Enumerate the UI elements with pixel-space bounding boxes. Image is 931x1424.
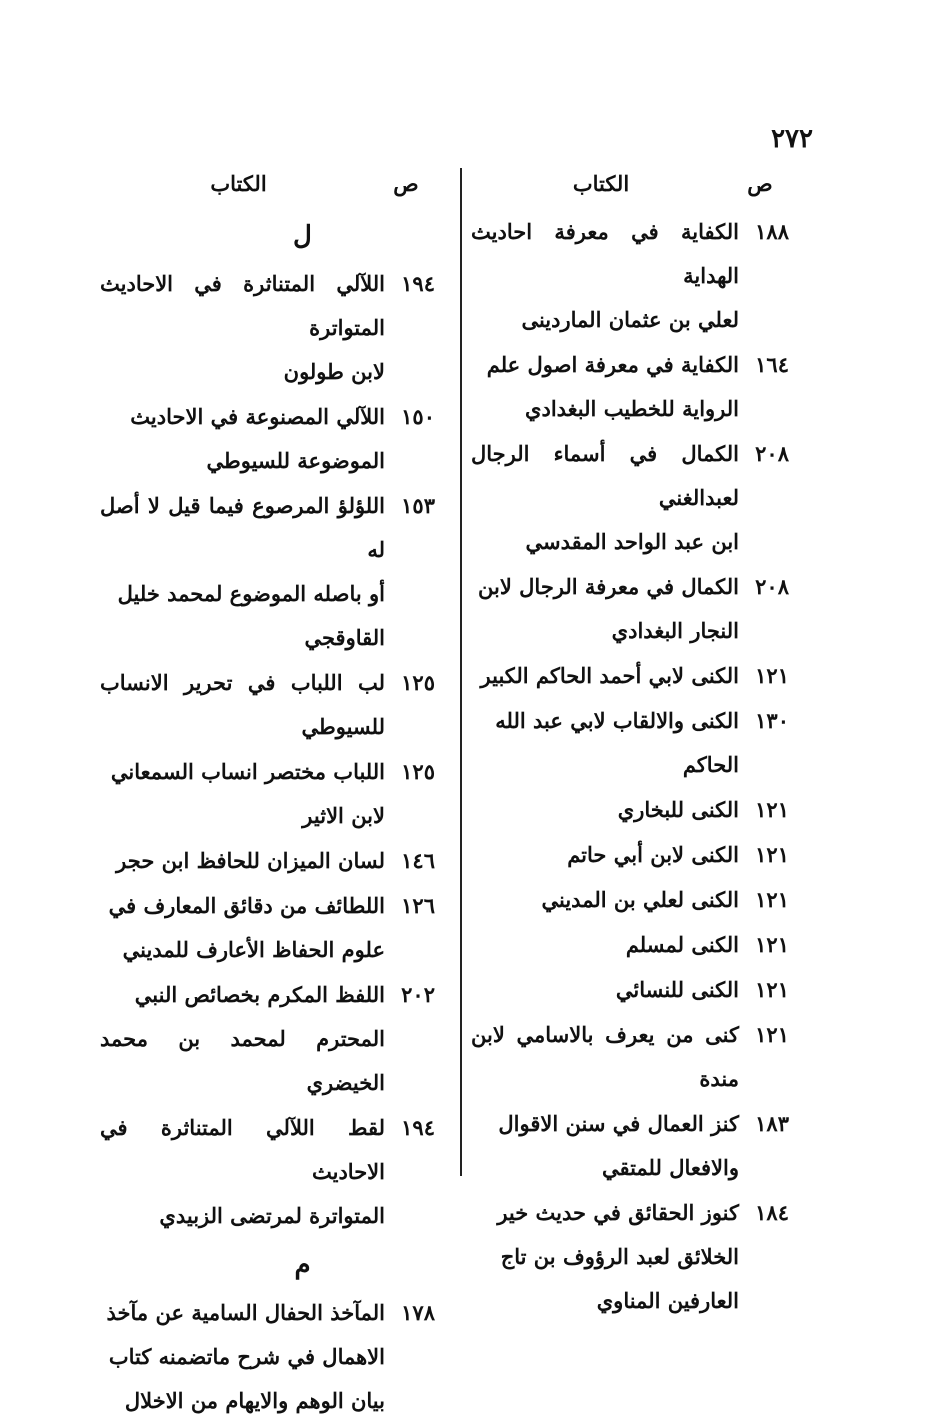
index-entry bbox=[471, 923, 789, 967]
entry-page-number: ١٥٠ bbox=[401, 404, 435, 429]
entry-title-line: ابن عبد الواحد المقدسي bbox=[525, 529, 739, 554]
index-entry bbox=[471, 1102, 789, 1190]
entry-title bbox=[471, 1191, 739, 1323]
entry-title bbox=[471, 1102, 739, 1190]
entry-title-line: المتواترة لمرتضى الزبيدي bbox=[159, 1203, 385, 1228]
entry-page-number: ٢٠٢ bbox=[401, 982, 435, 1007]
index-entry bbox=[100, 1291, 435, 1423]
index-entry bbox=[471, 1191, 789, 1323]
letter-heading-lam: ل bbox=[293, 221, 312, 251]
column-divider bbox=[460, 168, 462, 1176]
book-column-label: الكتاب bbox=[572, 170, 630, 196]
entry-title-line: الكفاية في معرفة احاديث الهداية bbox=[471, 219, 739, 288]
entry-page-number: ١٢٦ bbox=[401, 893, 435, 918]
right-column-header bbox=[471, 166, 789, 200]
entry-title bbox=[471, 1013, 739, 1101]
entry-page-number: ١٢١ bbox=[755, 932, 789, 957]
index-entry bbox=[100, 395, 435, 483]
entry-page-number: ١٣٠ bbox=[755, 708, 789, 733]
entry-title-line: بيان الوهم والايهام من الاخلال bbox=[124, 1388, 385, 1413]
entry-title bbox=[100, 750, 385, 838]
index-entry bbox=[100, 1106, 435, 1238]
entry-page-number: ١٥٣ bbox=[401, 493, 435, 518]
entry-page-number: ١٢٥ bbox=[401, 670, 435, 695]
entry-title bbox=[100, 884, 385, 972]
index-entry bbox=[100, 661, 435, 749]
entry-title-line: الحاكم bbox=[682, 752, 739, 777]
index-entry bbox=[100, 973, 435, 1105]
entry-page-number: ١٩٤ bbox=[401, 271, 435, 296]
entry-page-number: ١٦٤ bbox=[755, 352, 789, 377]
entry-title-line: اللآلي المصنوعة في الاحاديث bbox=[130, 404, 385, 429]
entry-title-line: كنى من يعرف بالاسامي لابن مندة bbox=[471, 1022, 739, 1091]
entry-title-line: الكنى لمسلم bbox=[625, 932, 739, 957]
entry-page-number: ١٢١ bbox=[755, 663, 789, 688]
index-entry bbox=[100, 839, 435, 883]
entry-page-number: ١٢٥ bbox=[401, 759, 435, 784]
index-entry bbox=[471, 1013, 789, 1101]
lam-entries bbox=[100, 262, 435, 1238]
entry-title-line: العارفين المناوي bbox=[596, 1288, 739, 1313]
entry-title bbox=[471, 699, 739, 787]
entry-page-number: ٢٠٨ bbox=[755, 441, 789, 466]
mim-entries bbox=[100, 1291, 435, 1423]
entry-title bbox=[471, 654, 739, 698]
entry-title-line: الرواية للخطيب البغدادي bbox=[525, 396, 739, 421]
entry-page-number: ١٢١ bbox=[755, 887, 789, 912]
entry-page-number: ١٢١ bbox=[755, 977, 789, 1002]
left-column-header bbox=[100, 166, 435, 200]
entry-title-line: النجار البغدادي bbox=[611, 618, 739, 643]
entry-title-line: أو باصله الموضوع لمحمد خليل bbox=[117, 581, 385, 606]
entry-title bbox=[471, 878, 739, 922]
entry-title-line: القاوقجي bbox=[304, 625, 385, 650]
entry-title bbox=[471, 432, 739, 564]
entry-page-number: ١٨٤ bbox=[755, 1200, 789, 1225]
index-entry bbox=[100, 750, 435, 838]
entry-title bbox=[471, 833, 739, 877]
entry-title-line: اللآلي المتناثرة في الاحاديث المتواترة bbox=[100, 271, 385, 340]
index-entry bbox=[471, 565, 789, 653]
entry-title-line: الخلائق لعبد الرؤوف بن تاج bbox=[500, 1244, 739, 1269]
entry-title-line: اللطائف من دقائق المعارف في bbox=[108, 893, 385, 918]
entry-title-line: كنز العمال في سنن الاقوال bbox=[498, 1111, 739, 1136]
entry-title-line: لب اللباب في تحرير الانساب للسيوطي bbox=[100, 670, 385, 739]
entry-title-line: المحترم لمحمد بن محمد الخيضري bbox=[100, 1026, 385, 1095]
entry-title-line: لابن الاثير bbox=[302, 803, 385, 828]
entry-title bbox=[471, 565, 739, 653]
entry-title bbox=[100, 661, 385, 749]
entry-title bbox=[100, 839, 385, 883]
entry-title bbox=[100, 973, 385, 1105]
entry-page-number: ١٤٦ bbox=[401, 848, 435, 873]
index-entry bbox=[471, 833, 789, 877]
entry-title-line: الكنى لعلي بن المديني bbox=[541, 887, 739, 912]
index-entry bbox=[471, 210, 789, 342]
entry-title-line: الكنى لابي أحمد الحاكم الكبير bbox=[480, 663, 739, 688]
entry-title-line: لابن طولون bbox=[283, 359, 385, 384]
entry-title-line: الكمال في أسماء الرجال لعبدالغني bbox=[471, 441, 739, 510]
entry-title-line: والافعال للمتقي bbox=[601, 1155, 739, 1180]
entry-page-number: ١٢١ bbox=[755, 1022, 789, 1047]
entry-page-number: ١٢١ bbox=[755, 797, 789, 822]
entry-title-line: كنوز الحقائق في حديث خير bbox=[497, 1200, 739, 1225]
entry-page-number: ١٩٤ bbox=[401, 1115, 435, 1140]
entry-title bbox=[100, 262, 385, 394]
book-column-label: الكتاب bbox=[210, 170, 267, 196]
entry-title bbox=[471, 343, 739, 431]
page-column-label: ص bbox=[747, 170, 773, 196]
left-column bbox=[100, 166, 435, 1424]
index-entry bbox=[471, 654, 789, 698]
entry-title-line: المآخذ الحفال السامية عن مآخذ bbox=[106, 1300, 385, 1325]
entry-title-line: الموضوعة للسيوطي bbox=[206, 448, 385, 473]
entry-page-number: ١٧٨ bbox=[401, 1300, 435, 1325]
entry-title-line: علوم الحفاظ الأعارف للمديني bbox=[122, 937, 385, 962]
entry-title bbox=[100, 1106, 385, 1238]
entry-title-line: الكمال في معرفة الرجال لابن bbox=[478, 574, 739, 599]
page-number: ٢٧٢ bbox=[771, 124, 813, 154]
entry-title bbox=[471, 923, 739, 967]
index-entry bbox=[471, 878, 789, 922]
index-entry bbox=[100, 262, 435, 394]
index-entry bbox=[471, 699, 789, 787]
index-entry bbox=[100, 484, 435, 660]
letter-heading-mim: م bbox=[294, 1250, 311, 1280]
entry-page-number: ١٨٨ bbox=[755, 219, 789, 244]
entry-title-line: الاهمال في شرح ماتضمنه كتاب bbox=[108, 1344, 385, 1369]
entry-page-number: ١٢١ bbox=[755, 842, 789, 867]
index-entry bbox=[471, 788, 789, 832]
right-column bbox=[471, 166, 789, 1324]
entry-title bbox=[471, 210, 739, 342]
entry-title bbox=[100, 484, 385, 660]
entry-title bbox=[471, 968, 739, 1012]
index-entry bbox=[471, 432, 789, 564]
entry-title bbox=[100, 1291, 385, 1423]
entry-title-line: الكنى لابن أبي حاتم bbox=[567, 842, 739, 867]
entry-page-number: ٢٠٨ bbox=[755, 574, 789, 599]
entry-title-line: الكفاية في معرفة اصول علم bbox=[486, 352, 739, 377]
right-entries bbox=[471, 210, 789, 1323]
entry-title-line: الكنى والالقاب لابي عبد الله bbox=[495, 708, 739, 733]
entry-title bbox=[100, 395, 385, 483]
entry-title bbox=[471, 788, 739, 832]
entry-title-line: اللؤلؤ المرصوع فيما قيل لا أصل له bbox=[100, 493, 385, 562]
entry-title-line: اللباب مختصر انساب السمعاني bbox=[110, 759, 385, 784]
index-entry bbox=[471, 343, 789, 431]
page-column-label: ص bbox=[393, 170, 419, 196]
entry-title-line: الكنى للنسائي bbox=[615, 977, 739, 1002]
index-entry bbox=[100, 884, 435, 972]
entry-page-number: ١٨٣ bbox=[755, 1111, 789, 1136]
entry-title-line: لعلي بن عثمان الماردينى bbox=[521, 307, 739, 332]
entry-title-line: اللفظ المكرم بخصائص النبي bbox=[134, 982, 385, 1007]
entry-title-line: الكنى للبخاري bbox=[617, 797, 739, 822]
entry-title-line: لسان الميزان للحافظ ابن حجر bbox=[116, 848, 385, 873]
index-entry bbox=[471, 968, 789, 1012]
entry-title-line: لقط اللآلي المتناثرة في الاحاديث bbox=[100, 1115, 385, 1184]
